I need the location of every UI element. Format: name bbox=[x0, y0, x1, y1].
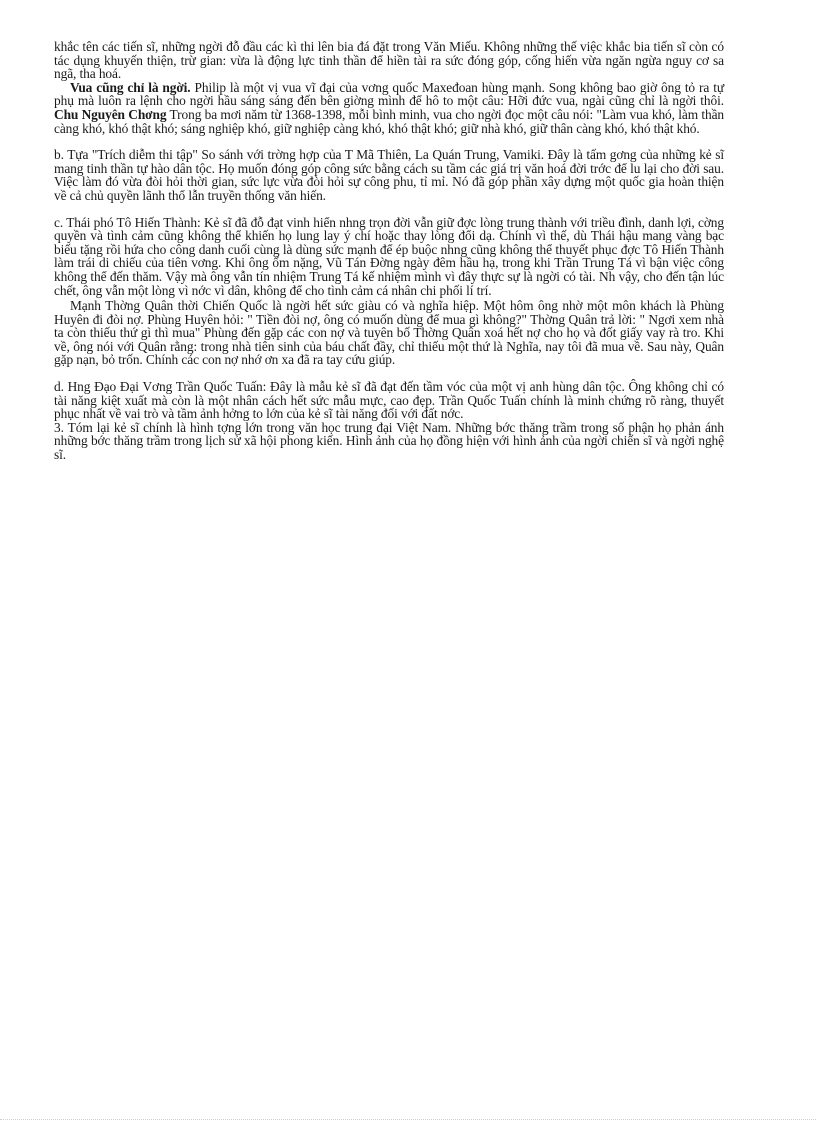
paragraph-king-is-human bbox=[54, 81, 724, 135]
paragraph-text: d. Hng Đạo Đại Vơng Trần Quốc Tuấn: Đây là mẫu kẻ sĩ đã đạt đến tầm vóc của một vị anh hùng dân tộc. Ông không chỉ có tài năng kiệt xuất mà còn là một nhân cách hết sức mẫu mực, cao đẹp. Trần Quốc Tuấn chính là minh chứng rõ ràng, thuyết phục nhất về vai trò và tầm ảnh hởng to lớn của kẻ sĩ tài năng đối với đất nớc. bbox=[54, 379, 724, 422]
page-bottom-divider bbox=[0, 1119, 816, 1120]
paragraph-text: 3. Tóm lại kẻ sĩ chính là hình tợng lớn trong văn học trung đại Việt Nam. Những bớc thăng trầm trong số phận họ phản ánh những bớc thăng trầm trong lịch sử xã hội phong kiến. Hình ảnh của họ đồng hiện với hình ảnh của ngời chiến sĩ và ngời nghệ sĩ. bbox=[54, 419, 724, 463]
author-name: Chu Nguyên Chơng bbox=[54, 106, 167, 122]
paragraph-conclusion bbox=[54, 421, 724, 462]
paragraph-text: Trong ba mơi năm từ 1368-1398, mỗi bình minh, vua cho ngời đọc một câu nói: "Làm vua khó, làm thần càng khó, khó thật khó; sáng nghiệp khó, giữ nghiệp càng khó, khó thật khó; giữ nhà khó, giữ thân càng khó, khó thật khó. bbox=[54, 106, 725, 136]
paragraph-section-c bbox=[54, 216, 724, 298]
paragraph-stele-inscription bbox=[54, 40, 724, 81]
paragraph-text: Mạnh Thờng Quân thời Chiến Quốc là ngời hết sức giàu có và nghĩa hiệp. Một hôm ông nhờ một môn khách là Phùng Huyên đi đòi nợ. Phùng Huyên hỏi: " Tiền đòi nợ, ông có muốn dùng để mua gì không?" Thờng Quân trả lời: " Ngơi xem nhà ta còn thiếu thứ gì thì mua" Phùng đến gặp các con nợ và tuyên bố Thờng Quân xoá hết nợ cho họ và đốt giấy vay rà tro. Khi về, ông nói với Quân rằng: trong nhà tiên sinh của báu chất đầy, chỉ thiếu một thứ là Nghĩa, nay tôi đã mua về. Sau này, Quân gặp nạn, bỏ trốn. Chính các con nợ nhớ ơn xa đã ra tay cứu giúp. bbox=[54, 298, 724, 368]
paragraph-text: Philip là một vị vua vĩ đại của vơng quốc Maxeđoan hùng mạnh. Song không bao giờ ông tỏ ra tự phụ mà luôn ra lệnh cho ngời hầu sáng sáng đến bên giờng mình để hô to một câu: Hỡi đức vua, ngài cũng chỉ là ngời thôi. bbox=[54, 79, 724, 109]
paragraph-manh-thuong-quan bbox=[54, 299, 724, 367]
paragraph-section-d bbox=[54, 380, 724, 421]
paragraph-section-b bbox=[54, 148, 724, 202]
paragraph-text: khắc tên các tiến sĩ, những ngời đỗ đầu các kì thi lên bia đá đặt trong Văn Miếu. Không những thế việc khắc bia tiến sĩ còn có tác dụng khuyến thiện, trừ gian: vừa là động lực tinh thần để hiền tài ra sức đóng góp, cống hiến vừa ngăn ngừa nguy cơ sa ngã, tha hoá. bbox=[54, 39, 724, 82]
paragraph-lead-heading: Vua cũng chỉ là ngời. bbox=[70, 79, 191, 95]
paragraph-text: c. Thái phó Tô Hiến Thành: Kẻ sĩ đã đỗ đạt vinh hiển nhng trọn đời vẫn giữ đợc lòng trung thành với triều đình, danh lợi, cờng quyền và tình cảm cũng không thể khiến họ lung lay ý chí hoặc thay lòng đổi dạ. Chính vì thế, dù Thái hậu mang vàng bạc biếu tặng rồi hứa cho công danh cuối cùng là dùng sức mạnh để ép buộc nhng cũng không thể thuyết phục đợc Tô Hiến Thành làm trái di chiếu của tiên vơng. Khi ông ốm nặng, Vũ Tán Đờng ngày đêm hầu hạ, trong khi Trần Trung Tá vì bận việc công không thể đến thăm. Vậy mà ông vẫn tín nhiệm Trung Tá kế nhiệm mình vì đây thực sự là ngời có tài. Nh vậy, cho đến tận lúc chết, ông vẫn một lòng vì nớc vì dân, không để cho tình cảm cá nhân chi phối lí trí. bbox=[54, 214, 724, 298]
paragraph-text: b. Tựa "Trích diễm thi tập" So sánh với trờng hợp của T Mã Thiên, La Quán Trung, Vamiki. Đây là tấm gơng của những kẻ sĩ mang tinh thần tự hào dân tộc. Họ muốn đóng góp công sức bằng cách su tầm các giá trị văn hoá đời trớc để lu lại cho đời sau. Việc làm đó vừa đòi hỏi thời gian, sức lực vừa đòi hỏi sự công phu, tỉ mỉ. Nó đã góp phần xây dựng một quốc gia hoàn thiện về cả chủ quyền lãnh thổ lẫn truyền thống văn hiến. bbox=[54, 147, 724, 203]
